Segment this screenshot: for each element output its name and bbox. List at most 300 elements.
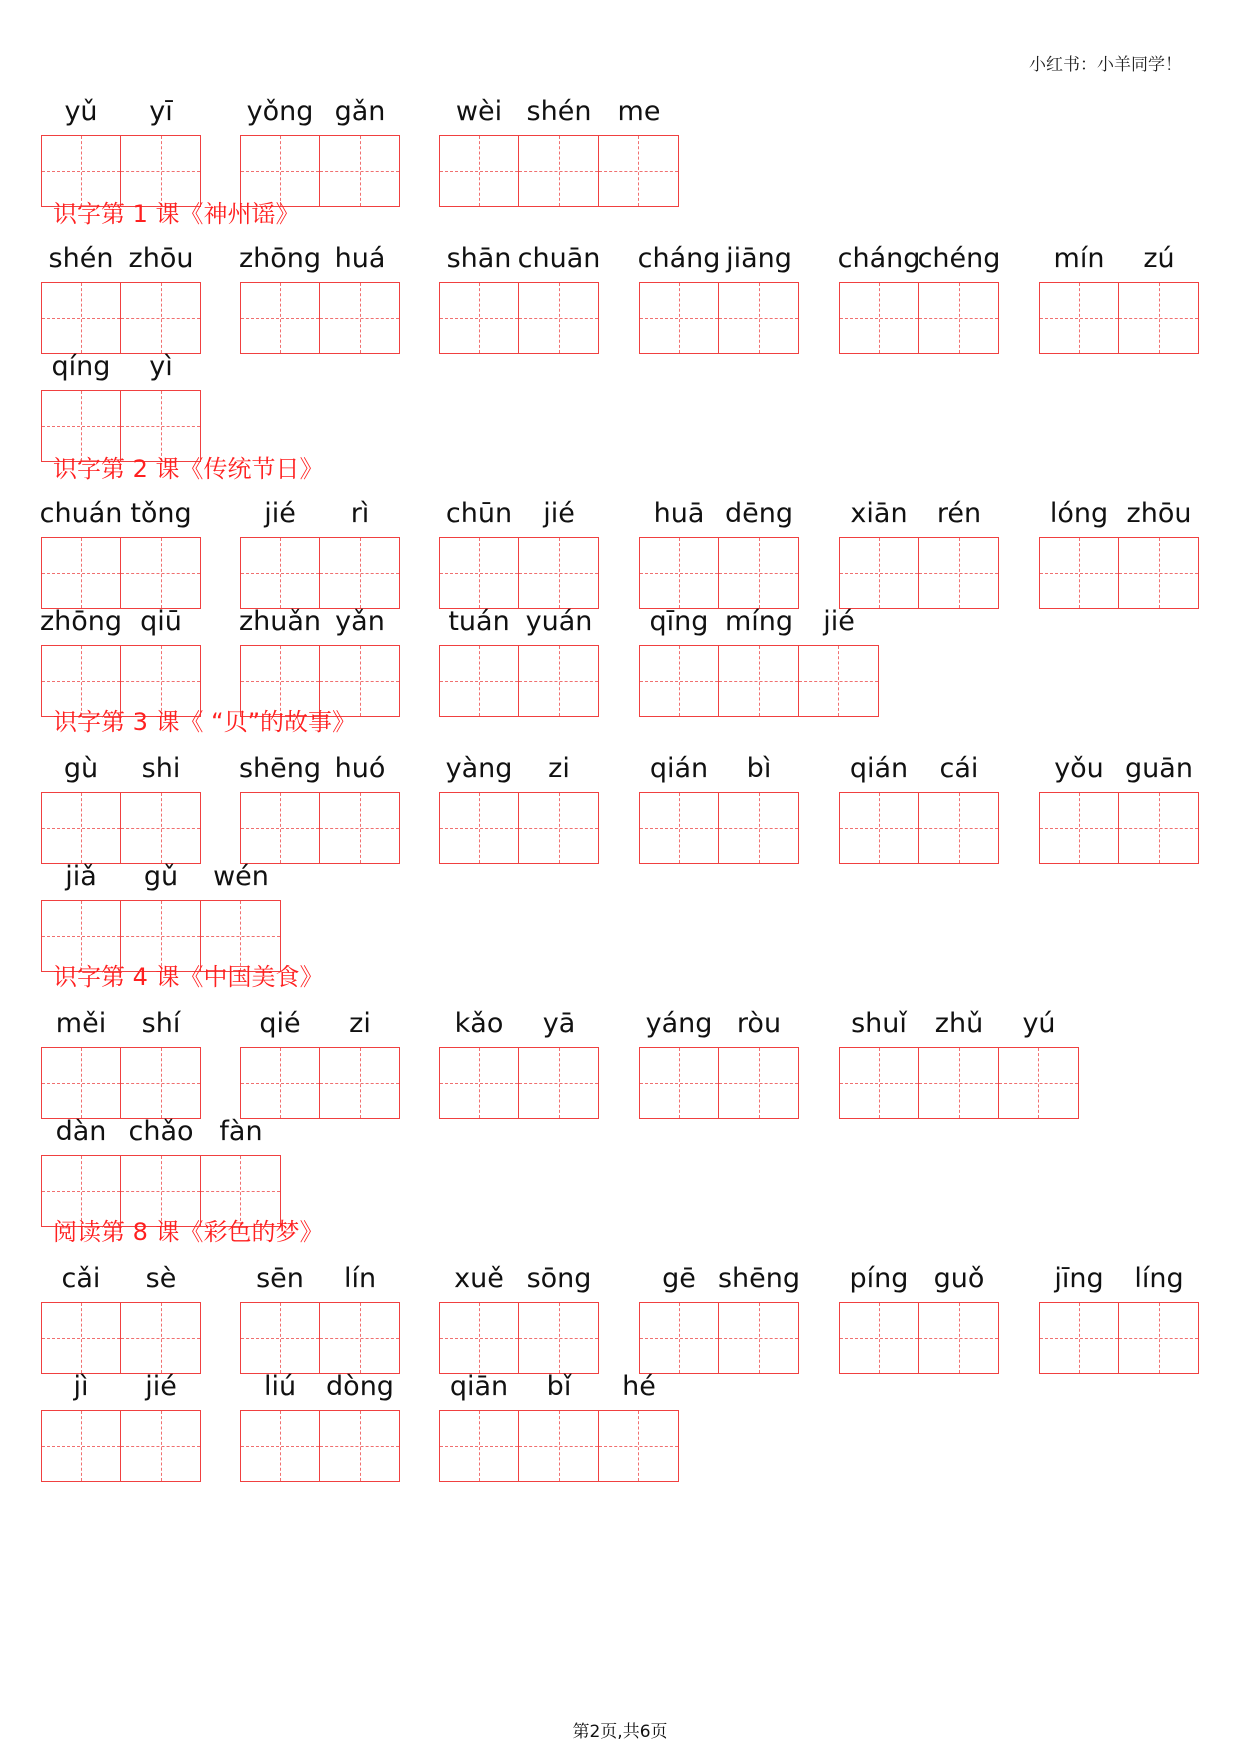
guide-line-horizontal	[121, 1446, 200, 1447]
pinyin-row	[439, 497, 599, 537]
writing-cell[interactable]	[42, 1156, 121, 1226]
guide-line-horizontal	[440, 1446, 518, 1447]
writing-cell[interactable]	[121, 793, 200, 863]
guide-line-horizontal	[241, 318, 319, 319]
pinyin-syllable: zhōu	[1126, 498, 1192, 529]
pinyin-row	[41, 350, 201, 390]
pinyin-syllable: liú	[263, 1371, 297, 1402]
guide-line-horizontal	[42, 828, 120, 829]
writing-grid	[439, 1302, 599, 1374]
pinyin-syllable: yā	[542, 1008, 576, 1039]
guide-line-horizontal	[719, 318, 798, 319]
writing-cell[interactable]	[121, 391, 200, 461]
writing-cell[interactable]	[519, 136, 598, 206]
writing-cell[interactable]	[320, 283, 399, 353]
writing-grid	[41, 537, 201, 609]
guide-line-horizontal	[121, 318, 200, 319]
writing-cell[interactable]	[241, 1411, 320, 1481]
guide-line-horizontal	[799, 681, 878, 682]
guide-line-horizontal	[121, 1191, 199, 1192]
pinyin-syllable: zi	[548, 753, 570, 784]
pinyin-syllable: kǎo	[454, 1008, 504, 1039]
writing-cell[interactable]	[42, 793, 121, 863]
guide-line-horizontal	[519, 1446, 597, 1447]
pinyin-syllable: jiāng	[726, 243, 792, 274]
pinyin-row	[839, 1262, 999, 1302]
writing-cell[interactable]	[519, 646, 598, 716]
pinyin-syllable: yǒng	[246, 96, 314, 127]
pinyin-row	[439, 1370, 679, 1410]
guide-line-horizontal	[719, 1338, 798, 1339]
writing-cell[interactable]	[919, 283, 998, 353]
pinyin-syllable: zi	[349, 1008, 371, 1039]
guide-line-horizontal	[440, 1338, 518, 1339]
pinyin-syllable: yǒu	[1054, 753, 1104, 784]
writing-cell[interactable]	[121, 1303, 200, 1373]
guide-line-horizontal	[640, 1083, 718, 1084]
guide-line-horizontal	[640, 1338, 718, 1339]
pinyin-row	[240, 95, 400, 135]
writing-grid	[1039, 792, 1199, 864]
writing-cell[interactable]	[719, 538, 798, 608]
writing-grid	[240, 645, 400, 717]
guide-line-horizontal	[121, 171, 200, 172]
writing-cell[interactable]	[241, 136, 320, 206]
pinyin-syllable: bǐ	[546, 1371, 572, 1402]
pinyin-syllable: líng	[1134, 1263, 1184, 1294]
pinyin-row	[240, 1262, 400, 1302]
guide-line-horizontal	[1119, 1338, 1198, 1339]
writing-cell[interactable]	[42, 283, 121, 353]
writing-cell[interactable]	[799, 646, 878, 716]
writing-cell[interactable]	[241, 283, 320, 353]
guide-line-horizontal	[42, 171, 120, 172]
pinyin-syllable: cǎi	[61, 1263, 101, 1294]
pinyin-syllable: gǎn	[334, 96, 386, 127]
pinyin-syllable: píng	[849, 1263, 909, 1294]
guide-line-horizontal	[599, 1446, 678, 1447]
pinyin-row	[41, 1262, 201, 1302]
writing-cell[interactable]	[1119, 1303, 1198, 1373]
writing-cell[interactable]	[640, 793, 719, 863]
writing-grid	[240, 537, 400, 609]
writing-cell[interactable]	[440, 1048, 519, 1118]
guide-line-horizontal	[42, 318, 120, 319]
pinyin-syllable: zhōng	[238, 243, 322, 274]
pinyin-row	[41, 95, 201, 135]
writing-cell[interactable]	[42, 538, 121, 608]
guide-line-horizontal	[919, 1083, 997, 1084]
guide-line-horizontal	[919, 828, 998, 829]
writing-cell[interactable]	[42, 646, 121, 716]
pinyin-syllable: sè	[145, 1263, 177, 1294]
pinyin-syllable: míng	[724, 606, 794, 637]
guide-line-horizontal	[42, 681, 120, 682]
writing-cell[interactable]	[121, 901, 200, 971]
pinyin-syllable: wèi	[455, 96, 503, 127]
guide-line-horizontal	[519, 681, 598, 682]
pinyin-syllable: fàn	[219, 1116, 263, 1147]
writing-grid	[439, 1410, 679, 1482]
writing-cell[interactable]	[320, 646, 399, 716]
writing-grid	[639, 792, 799, 864]
writing-cell[interactable]	[241, 793, 320, 863]
writing-cell[interactable]	[121, 1048, 200, 1118]
pinyin-row	[639, 242, 799, 282]
guide-line-horizontal	[42, 936, 120, 937]
pinyin-syllable: rén	[936, 498, 982, 529]
guide-line-horizontal	[42, 573, 120, 574]
pinyin-row	[41, 860, 281, 900]
guide-line-horizontal	[519, 171, 597, 172]
page-number: 第2页,共6页	[572, 1722, 668, 1742]
pinyin-syllable: qiū	[140, 606, 182, 637]
pinyin-syllable: qíng	[51, 351, 111, 382]
guide-line-horizontal	[201, 936, 280, 937]
pinyin-syllable: shén	[48, 243, 114, 274]
pinyin-syllable: jiǎ	[65, 861, 97, 892]
pinyin-syllable: shēng	[238, 753, 322, 784]
pinyin-syllable: jīng	[1054, 1263, 1104, 1294]
pinyin-row	[639, 497, 799, 537]
pinyin-syllable: cháng	[837, 243, 921, 274]
writing-cell[interactable]	[121, 1411, 200, 1481]
writing-cell[interactable]	[440, 646, 519, 716]
guide-line-horizontal	[999, 1083, 1078, 1084]
writing-cell[interactable]	[640, 538, 719, 608]
guide-line-horizontal	[640, 318, 718, 319]
pinyin-row	[439, 1007, 599, 1047]
pinyin-syllable: zhōng	[39, 606, 123, 637]
pinyin-syllable: chuān	[517, 243, 601, 274]
guide-line-horizontal	[121, 936, 199, 937]
writing-cell[interactable]	[640, 646, 719, 716]
writing-cell[interactable]	[1040, 793, 1119, 863]
guide-line-horizontal	[519, 573, 598, 574]
writing-cell[interactable]	[519, 1048, 598, 1118]
pinyin-row	[439, 1262, 599, 1302]
writing-cell[interactable]	[640, 1303, 719, 1373]
writing-cell[interactable]	[919, 1303, 998, 1373]
pinyin-syllable: yú	[1022, 1008, 1056, 1039]
pinyin-syllable: wén	[213, 861, 269, 892]
writing-cell[interactable]	[320, 1411, 399, 1481]
writing-grid	[41, 1155, 281, 1227]
pinyin-row	[1039, 1262, 1199, 1302]
pinyin-syllable: shén	[526, 96, 592, 127]
pinyin-syllable: gǔ	[143, 861, 179, 892]
pinyin-row	[41, 242, 201, 282]
pinyin-syllable: chūn	[445, 498, 513, 529]
pinyin-syllable: měi	[55, 1008, 107, 1039]
pinyin-row	[240, 242, 400, 282]
pinyin-syllable: dēng	[724, 498, 794, 529]
pinyin-syllable: yì	[149, 351, 173, 382]
guide-line-horizontal	[320, 171, 399, 172]
writing-grid	[240, 1410, 400, 1482]
writing-cell[interactable]	[440, 283, 519, 353]
guide-line-horizontal	[719, 1083, 798, 1084]
writing-cell[interactable]	[241, 646, 320, 716]
pinyin-syllable: yǔ	[64, 96, 98, 127]
pinyin-row	[240, 1370, 400, 1410]
pinyin-syllable: jié	[264, 498, 296, 529]
writing-grid	[439, 282, 599, 354]
pinyin-syllable: me	[617, 96, 661, 127]
pinyin-syllable: lín	[343, 1263, 377, 1294]
pinyin-syllable: huó	[334, 753, 386, 784]
pinyin-syllable: tuán	[448, 606, 510, 637]
guide-line-horizontal	[640, 681, 718, 682]
guide-line-horizontal	[840, 1338, 918, 1339]
writing-grid	[639, 1302, 799, 1374]
writing-cell[interactable]	[440, 1303, 519, 1373]
writing-grid	[41, 390, 201, 462]
pinyin-row	[41, 605, 201, 645]
writing-cell[interactable]	[719, 646, 798, 716]
writing-cell[interactable]	[599, 136, 678, 206]
writing-grid	[439, 645, 599, 717]
writing-cell[interactable]	[840, 538, 919, 608]
guide-line-horizontal	[241, 573, 319, 574]
guide-line-horizontal	[241, 1338, 319, 1339]
pinyin-row	[41, 752, 201, 792]
lesson-heading: 阅读第 8 课《彩色的梦》	[53, 1218, 324, 1246]
writing-cell[interactable]	[840, 1303, 919, 1373]
pinyin-row	[639, 605, 879, 645]
pinyin-row	[439, 605, 599, 645]
writing-cell[interactable]	[1040, 283, 1119, 353]
writing-cell[interactable]	[320, 1303, 399, 1373]
writing-grid	[1039, 282, 1199, 354]
guide-line-horizontal	[241, 681, 319, 682]
writing-cell[interactable]	[320, 1048, 399, 1118]
writing-grid	[439, 135, 679, 207]
pinyin-row	[41, 497, 201, 537]
writing-grid	[839, 1302, 999, 1374]
pinyin-syllable: yàng	[445, 753, 513, 784]
pinyin-syllable: dàn	[55, 1116, 107, 1147]
pinyin-row	[41, 1007, 201, 1047]
guide-line-horizontal	[519, 318, 598, 319]
pinyin-syllable: yáng	[645, 1008, 713, 1039]
guide-line-horizontal	[42, 1083, 120, 1084]
writing-cell[interactable]	[440, 793, 519, 863]
pinyin-syllable: huā	[653, 498, 705, 529]
pinyin-row	[240, 1007, 400, 1047]
writing-cell[interactable]	[640, 1048, 719, 1118]
writing-cell[interactable]	[719, 283, 798, 353]
writing-cell[interactable]	[121, 1156, 200, 1226]
writing-grid	[439, 1047, 599, 1119]
guide-line-horizontal	[719, 573, 798, 574]
pinyin-syllable: xiān	[850, 498, 908, 529]
writing-cell[interactable]	[919, 793, 998, 863]
writing-cell[interactable]	[440, 136, 519, 206]
pinyin-syllable: zhuǎn	[238, 606, 322, 637]
writing-cell[interactable]	[320, 538, 399, 608]
writing-cell[interactable]	[121, 283, 200, 353]
writing-cell[interactable]	[519, 1411, 598, 1481]
pinyin-row	[839, 242, 999, 282]
writing-cell[interactable]	[241, 538, 320, 608]
guide-line-horizontal	[1040, 828, 1118, 829]
writing-cell[interactable]	[640, 283, 719, 353]
guide-line-horizontal	[440, 1083, 518, 1084]
writing-cell[interactable]	[1119, 793, 1198, 863]
pinyin-syllable: guān	[1125, 753, 1193, 784]
writing-cell[interactable]	[840, 283, 919, 353]
guide-line-horizontal	[440, 828, 518, 829]
writing-grid	[639, 537, 799, 609]
guide-line-horizontal	[599, 171, 678, 172]
guide-line-horizontal	[320, 1083, 399, 1084]
writing-cell[interactable]	[519, 1303, 598, 1373]
writing-grid	[41, 135, 201, 207]
writing-grid	[240, 282, 400, 354]
pinyin-syllable: rì	[350, 498, 370, 529]
writing-cell[interactable]	[201, 1156, 280, 1226]
pinyin-syllable: shēng	[717, 1263, 801, 1294]
writing-grid	[41, 645, 201, 717]
pinyin-syllable: zhōu	[128, 243, 194, 274]
writing-grid	[41, 282, 201, 354]
writing-grid	[41, 1410, 201, 1482]
writing-cell[interactable]	[201, 901, 280, 971]
writing-cell[interactable]	[719, 793, 798, 863]
writing-cell[interactable]	[42, 391, 121, 461]
guide-line-horizontal	[440, 318, 518, 319]
writing-grid	[240, 135, 400, 207]
writing-cell[interactable]	[121, 136, 200, 206]
writing-cell[interactable]	[999, 1048, 1078, 1118]
pinyin-syllable: qiān	[449, 1371, 509, 1402]
writing-cell[interactable]	[241, 1048, 320, 1118]
writing-grid	[240, 1302, 400, 1374]
pinyin-syllable: yǎn	[335, 606, 385, 637]
pinyin-syllable: zú	[1143, 243, 1175, 274]
writing-cell[interactable]	[840, 1048, 919, 1118]
guide-line-horizontal	[1040, 573, 1118, 574]
pinyin-syllable: guǒ	[933, 1263, 985, 1294]
guide-line-horizontal	[640, 828, 718, 829]
guide-line-horizontal	[241, 828, 319, 829]
guide-line-horizontal	[121, 1083, 200, 1084]
pinyin-syllable: jié	[145, 1371, 177, 1402]
pinyin-row	[439, 95, 679, 135]
guide-line-horizontal	[320, 681, 399, 682]
guide-line-horizontal	[840, 1083, 918, 1084]
guide-line-horizontal	[121, 573, 200, 574]
pinyin-syllable: hé	[622, 1371, 656, 1402]
writing-cell[interactable]	[1119, 283, 1198, 353]
pinyin-syllable: chéng	[917, 243, 1001, 274]
pinyin-row	[639, 1007, 799, 1047]
writing-cell[interactable]	[519, 538, 598, 608]
writing-cell[interactable]	[121, 646, 200, 716]
writing-grid	[839, 282, 999, 354]
guide-line-horizontal	[241, 1446, 319, 1447]
writing-cell[interactable]	[440, 1411, 519, 1481]
pinyin-syllable: qīng	[649, 606, 709, 637]
writing-cell[interactable]	[719, 1048, 798, 1118]
pinyin-syllable: jì	[73, 1371, 89, 1402]
pinyin-syllable: lóng	[1049, 498, 1109, 529]
guide-line-horizontal	[840, 318, 918, 319]
lesson-heading: 识字第 3 课《 “贝”的故事》	[53, 708, 357, 736]
writing-cell[interactable]	[1040, 538, 1119, 608]
writing-cell[interactable]	[42, 1048, 121, 1118]
pinyin-syllable: gē	[662, 1263, 696, 1294]
pinyin-row	[41, 1115, 281, 1155]
writing-cell[interactable]	[121, 538, 200, 608]
writing-cell[interactable]	[840, 793, 919, 863]
pinyin-row	[1039, 497, 1199, 537]
writing-grid	[839, 792, 999, 864]
writing-cell[interactable]	[519, 793, 598, 863]
pinyin-syllable: shi	[141, 753, 181, 784]
writing-cell[interactable]	[519, 283, 598, 353]
writing-cell[interactable]	[440, 538, 519, 608]
writing-grid	[839, 1047, 1079, 1119]
writing-cell[interactable]	[42, 1303, 121, 1373]
pinyin-syllable: huá	[334, 243, 386, 274]
writing-cell[interactable]	[919, 538, 998, 608]
pinyin-row	[240, 605, 400, 645]
guide-line-horizontal	[42, 1191, 120, 1192]
writing-cell[interactable]	[320, 136, 399, 206]
guide-line-horizontal	[121, 681, 200, 682]
writing-cell[interactable]	[241, 1303, 320, 1373]
guide-line-horizontal	[1040, 318, 1118, 319]
pinyin-syllable: shuǐ	[851, 1008, 907, 1039]
pinyin-syllable: shí	[141, 1008, 181, 1039]
writing-cell[interactable]	[599, 1411, 678, 1481]
writing-cell[interactable]	[919, 1048, 998, 1118]
writing-cell[interactable]	[719, 1303, 798, 1373]
pinyin-syllable: tǒng	[130, 498, 192, 529]
writing-grid	[41, 900, 281, 972]
writing-cell[interactable]	[42, 1411, 121, 1481]
pinyin-syllable: qián	[849, 753, 909, 784]
writing-cell[interactable]	[42, 136, 121, 206]
pinyin-syllable: dòng	[326, 1371, 394, 1402]
guide-line-horizontal	[440, 681, 518, 682]
writing-cell[interactable]	[42, 901, 121, 971]
watermark-text: 小红书：小羊同学！	[1029, 55, 1182, 75]
guide-line-horizontal	[1119, 828, 1198, 829]
guide-line-horizontal	[1119, 318, 1198, 319]
guide-line-horizontal	[42, 1338, 120, 1339]
guide-line-horizontal	[840, 573, 918, 574]
writing-cell[interactable]	[1040, 1303, 1119, 1373]
pinyin-syllable: chuán	[39, 498, 123, 529]
pinyin-syllable: sēn	[256, 1263, 304, 1294]
pinyin-syllable: mín	[1053, 243, 1105, 274]
guide-line-horizontal	[320, 1446, 399, 1447]
writing-grid	[240, 1047, 400, 1119]
pinyin-syllable: qián	[649, 753, 709, 784]
writing-cell[interactable]	[320, 793, 399, 863]
guide-line-horizontal	[440, 573, 518, 574]
pinyin-syllable: sōng	[526, 1263, 592, 1294]
writing-cell[interactable]	[1119, 538, 1198, 608]
guide-line-horizontal	[320, 573, 399, 574]
pinyin-syllable: chǎo	[128, 1116, 194, 1147]
pinyin-row	[839, 497, 999, 537]
pinyin-syllable: cháng	[637, 243, 721, 274]
pinyin-syllable: xuě	[454, 1263, 504, 1294]
